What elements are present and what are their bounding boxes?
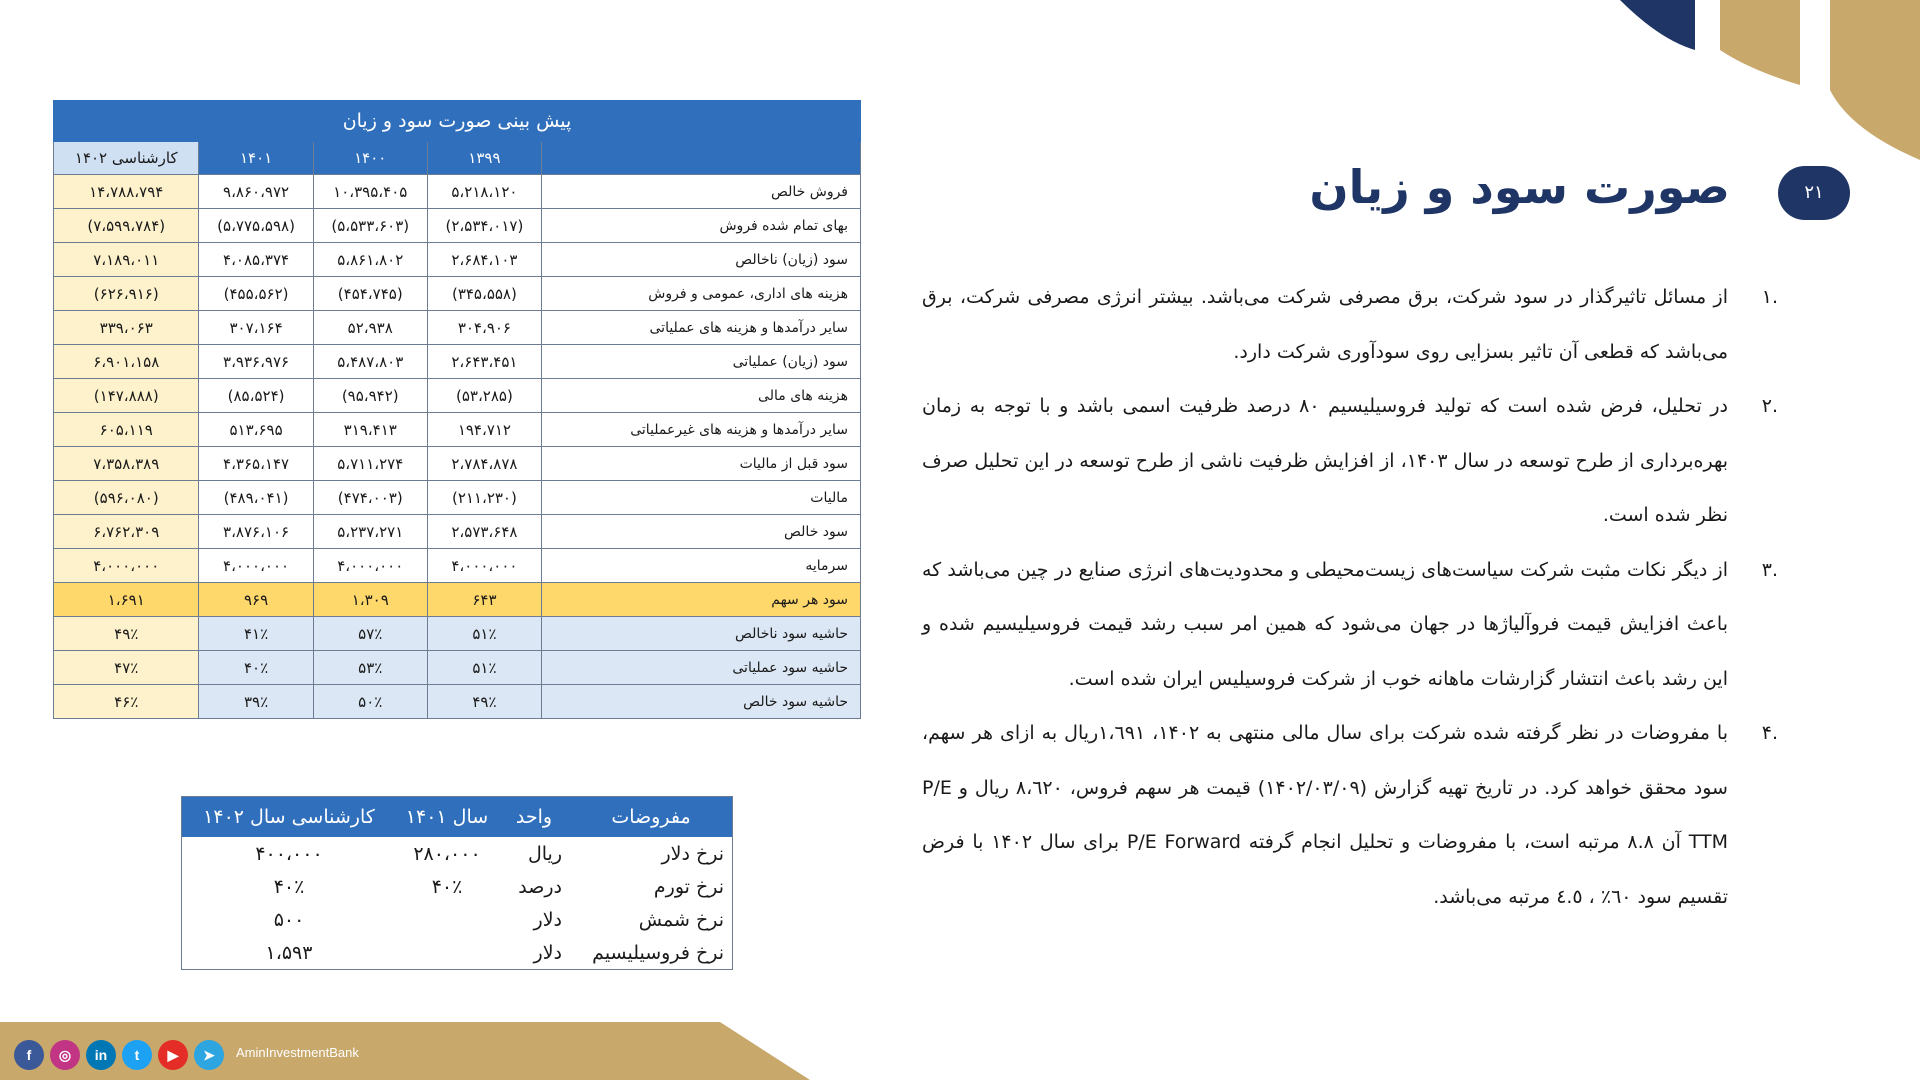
row-label: سرمایه xyxy=(542,549,861,583)
table-cell: (۸۵،۵۲۴) xyxy=(199,379,313,413)
note-item xyxy=(922,706,1778,924)
assumption-unit: دلار xyxy=(533,908,562,931)
table-cell: (۶۲۶،۹۱۶) xyxy=(54,277,199,311)
telegram-icon[interactable]: ➤ xyxy=(194,1040,224,1070)
assumption-label: نرخ شمش xyxy=(638,908,724,931)
row-label: هزینه های اداری، عمومی و فروش xyxy=(542,277,861,311)
table-cell: ۶۴۳ xyxy=(427,583,541,617)
assumption-y1402: ۱،۵۹۳ xyxy=(265,941,313,964)
assumption-row xyxy=(182,870,733,903)
table-cell: ۴۰٪ xyxy=(199,651,313,685)
assumption-row xyxy=(182,903,733,936)
row-label: سود (زیان) عملیاتی xyxy=(542,345,861,379)
table-cell: ۵۲،۹۳۸ xyxy=(313,311,427,345)
table-cell: ۴۱٪ xyxy=(199,617,313,651)
row-label: بهای تمام شده فروش xyxy=(542,209,861,243)
table-cell: ۵،۴۸۷،۸۰۳ xyxy=(313,345,427,379)
column-header: کارشناسی سال ۱۴۰۲ xyxy=(182,797,397,838)
assumption-y1402: ۵۰۰ xyxy=(273,908,305,931)
assumptions-table xyxy=(181,796,733,970)
table-cell: ۶،۹۰۱،۱۵۸ xyxy=(54,345,199,379)
row-label: مالیات xyxy=(542,481,861,515)
table-row xyxy=(54,243,861,277)
table-cell: ۱۹۴،۷۱۲ xyxy=(427,413,541,447)
row-label: سایر درآمدها و هزینه های غیرعملیاتی xyxy=(542,413,861,447)
assumptions-header-row xyxy=(182,797,733,838)
table-cell: ۶،۷۶۲،۳۰۹ xyxy=(54,515,199,549)
table-cell: ۱،۶۹۱ xyxy=(54,583,199,617)
table-cell: (۱۴۷،۸۸۸) xyxy=(54,379,199,413)
table-cell: (۵۹۶،۰۸۰) xyxy=(54,481,199,515)
table-cell: ۳۰۴،۹۰۶ xyxy=(427,311,541,345)
assumption-unit: دلار xyxy=(533,941,562,964)
table-cell: ۴۹٪ xyxy=(54,617,199,651)
note-number: .۲ xyxy=(1761,395,1778,417)
table-cell: ۲،۶۴۳،۴۵۱ xyxy=(427,345,541,379)
table-cell: (۵،۷۷۵،۵۹۸) xyxy=(199,209,313,243)
assumption-y1401 xyxy=(396,903,498,936)
table-cell: ۳۰۷،۱۶۴ xyxy=(199,311,313,345)
table-cell: (۴۵۵،۵۶۲) xyxy=(199,277,313,311)
note-text: با مفروضات در نظر گرفته شده شرکت برای سال مالی منتهی به ۱۴۰۲، ۱،٦٩١ریال به ازای هر سهم، سود محقق خواهد کرد. در تاریخ تهیه گزارش (۱۴۰۲/۰۳/۰۹) قیمت هر سهم فروس، ۸،٦۲۰ ریال و P/E TTM آن ۸.۸ مرتبه است، با مفروضات و تحلیل انجام گرفته P/E Forward برای سال ۱۴۰۲ با فرض تقسیم سود ٦۰٪ ، ٤.٥ مرتبه می‌باشد. xyxy=(922,722,1729,908)
table-cell: ۹،۸۶۰،۹۷۲ xyxy=(199,175,313,209)
table-cell: ۳۹٪ xyxy=(199,685,313,719)
table-cell: ۴،۳۶۵،۱۴۷ xyxy=(199,447,313,481)
row-label: هزینه های مالی xyxy=(542,379,861,413)
table-cell: ۵۱٪ xyxy=(427,651,541,685)
table-cell: (۲،۵۳۴،۰۱۷) xyxy=(427,209,541,243)
table-cell: ۹۶۹ xyxy=(199,583,313,617)
table-cell: ۱۴،۷۸۸،۷۹۴ xyxy=(54,175,199,209)
note-number: .۱ xyxy=(1761,286,1778,308)
table-cell: ۳۳۹،۰۶۳ xyxy=(54,311,199,345)
assumption-row xyxy=(182,837,733,870)
table-cell: ۵،۲۱۸،۱۲۰ xyxy=(427,175,541,209)
table-cell: (۳۴۵،۵۵۸) xyxy=(427,277,541,311)
column-header: واحد xyxy=(498,797,570,838)
table-row xyxy=(54,209,861,243)
assumption-label: نرخ فروسیلیسیم xyxy=(592,941,724,964)
column-header: کارشناسی ۱۴۰۲ xyxy=(54,142,199,175)
page-title: صورت سود و زیان xyxy=(1309,160,1730,214)
table-cell: ۴،۰۰۰،۰۰۰ xyxy=(427,549,541,583)
row-label: حاشیه سود ناخالص xyxy=(542,617,861,651)
table-cell: (۴۵۴،۷۴۵) xyxy=(313,277,427,311)
table-cell: ۷،۳۵۸،۳۸۹ xyxy=(54,447,199,481)
table-row xyxy=(54,447,861,481)
note-text: در تحلیل، فرض شده است که تولید فروسیلیسیم ۸۰ درصد ظرفیت اسمی باشد و با توجه به زمان بهره‌برداری از طرح توسعه در سال ۱۴۰۳، از افزایش ظرفیت ناشی از طرح توسعه در این تحلیل صرف نظر شده است. xyxy=(922,395,1728,526)
table-cell: ۲،۷۸۴،۸۷۸ xyxy=(427,447,541,481)
assumption-label: نرخ دلار xyxy=(661,842,724,865)
table-cell: ۵،۸۶۱،۸۰۲ xyxy=(313,243,427,277)
assumption-unit: درصد xyxy=(518,875,562,898)
table-row xyxy=(54,345,861,379)
column-header xyxy=(542,142,861,175)
notes-list xyxy=(922,270,1778,924)
instagram-icon[interactable]: ◎ xyxy=(50,1040,80,1070)
row-label: سایر درآمدها و هزینه های عملیاتی xyxy=(542,311,861,345)
table-cell: ۳۱۹،۴۱۳ xyxy=(313,413,427,447)
assumption-y1401: ۴۰٪ xyxy=(431,875,463,898)
table-row xyxy=(54,175,861,209)
row-label: سود خالص xyxy=(542,515,861,549)
column-header: سال ۱۴۰۱ xyxy=(396,797,498,838)
table-cell: ۵،۷۱۱،۲۷۴ xyxy=(313,447,427,481)
column-header: ۱۴۰۱ xyxy=(199,142,313,175)
table-cell: ۵۱۳،۶۹۵ xyxy=(199,413,313,447)
note-item xyxy=(922,270,1778,379)
corner-decoration xyxy=(1600,0,1920,160)
assumption-y1402: ۴۰۰،۰۰۰ xyxy=(255,842,323,865)
table-cell: ۵۱٪ xyxy=(427,617,541,651)
table-header-row xyxy=(54,142,861,175)
assumption-y1401: ۲۸۰،۰۰۰ xyxy=(413,842,481,865)
assumption-label: نرخ تورم xyxy=(653,875,724,898)
table-row xyxy=(54,617,861,651)
table-cell: (۲۱۱،۲۳۰) xyxy=(427,481,541,515)
table-cell: ۴،۰۰۰،۰۰۰ xyxy=(54,549,199,583)
table-cell: ۱۰،۳۹۵،۴۰۵ xyxy=(313,175,427,209)
facebook-icon[interactable]: f xyxy=(14,1040,44,1070)
table-cell: ۴۶٪ xyxy=(54,685,199,719)
row-label: سود هر سهم xyxy=(542,583,861,617)
youtube-icon[interactable]: ▶ xyxy=(158,1040,188,1070)
table-cell: ۴،۰۸۵،۳۷۴ xyxy=(199,243,313,277)
table-cell: ۴،۰۰۰،۰۰۰ xyxy=(199,549,313,583)
table-row xyxy=(54,277,861,311)
table-cell: ۵۷٪ xyxy=(313,617,427,651)
income-statement-table xyxy=(53,100,861,719)
table-row xyxy=(54,549,861,583)
page-number-badge: ۲۱ xyxy=(1778,166,1850,220)
table-cell: (۵۳،۲۸۵) xyxy=(427,379,541,413)
note-item xyxy=(922,543,1778,707)
table-row xyxy=(54,583,861,617)
table-row xyxy=(54,481,861,515)
assumption-y1402: ۴۰٪ xyxy=(273,875,305,898)
footer-handle: AminInvestmentBank xyxy=(236,1045,359,1060)
table-cell: ۴،۰۰۰،۰۰۰ xyxy=(313,549,427,583)
table-cell: ۴۷٪ xyxy=(54,651,199,685)
note-item xyxy=(922,379,1778,543)
assumption-unit: ریال xyxy=(527,842,562,865)
table-cell: ۳،۸۷۶،۱۰۶ xyxy=(199,515,313,549)
row-label: سود قبل از مالیات xyxy=(542,447,861,481)
table-cell: ۱،۳۰۹ xyxy=(313,583,427,617)
note-number: .۳ xyxy=(1761,558,1778,581)
table-cell: (۵،۵۳۳،۶۰۳) xyxy=(313,209,427,243)
table-cell: ۳،۹۳۶،۹۷۶ xyxy=(199,345,313,379)
note-number: .۴ xyxy=(1761,722,1778,744)
assumption-y1401 xyxy=(396,936,498,970)
table-cell: (۷،۵۹۹،۷۸۴) xyxy=(54,209,199,243)
table-row xyxy=(54,379,861,413)
row-label: حاشیه سود عملیاتی xyxy=(542,651,861,685)
table-cell: ۵،۲۳۷،۲۷۱ xyxy=(313,515,427,549)
twitter-icon[interactable]: t xyxy=(122,1040,152,1070)
column-header: ۱۴۰۰ xyxy=(313,142,427,175)
table-row xyxy=(54,515,861,549)
table-cell: (۴۷۴،۰۰۳) xyxy=(313,481,427,515)
table-row xyxy=(54,651,861,685)
column-header: ۱۳۹۹ xyxy=(427,142,541,175)
table-caption: پیش بینی صورت سود و زیان xyxy=(54,101,861,142)
row-label: حاشیه سود خالص xyxy=(542,685,861,719)
table-cell: (۴۸۹،۰۴۱) xyxy=(199,481,313,515)
column-header: مفروضات xyxy=(570,797,733,838)
table-cell: ۷،۱۸۹،۰۱۱ xyxy=(54,243,199,277)
table-row xyxy=(54,413,861,447)
table-cell: ۴۹٪ xyxy=(427,685,541,719)
note-text: از مسائل تاثیرگذار در سود شرکت، برق مصرفی شرکت می‌باشد. بیشتر انرژی مصرفی شرکت، برق می‌باشد که قطعی آن تاثیر بسزایی روی سودآوری شرکت دارد. xyxy=(922,286,1728,363)
table-cell: ۵۰٪ xyxy=(313,685,427,719)
table-cell: (۹۵،۹۴۲) xyxy=(313,379,427,413)
table-row xyxy=(54,685,861,719)
row-label: فروش خالص xyxy=(542,175,861,209)
table-cell: ۶۰۵،۱۱۹ xyxy=(54,413,199,447)
table-row xyxy=(54,311,861,345)
table-cell: ۲،۶۸۴،۱۰۳ xyxy=(427,243,541,277)
table-cell: ۵۳٪ xyxy=(313,651,427,685)
linkedin-icon[interactable]: in xyxy=(86,1040,116,1070)
row-label: سود (زیان) ناخالص xyxy=(542,243,861,277)
assumption-row xyxy=(182,936,733,970)
note-text: از دیگر نکات مثبت شرکت سیاست‌های زیست‌محیطی و محدودیت‌های انرژی صنایع در چین می‌باشد که باعث افزایش قیمت فروآلیاژها در جهان می‌شود که همین امر سبب رشد قیمت فروسیلیسیم شده و این رشد باعث انتشار گزارشات ماهانه خوب از شرکت فروسیلیس ایران شده است. xyxy=(922,558,1728,690)
table-cell: ۲،۵۷۳،۶۴۸ xyxy=(427,515,541,549)
